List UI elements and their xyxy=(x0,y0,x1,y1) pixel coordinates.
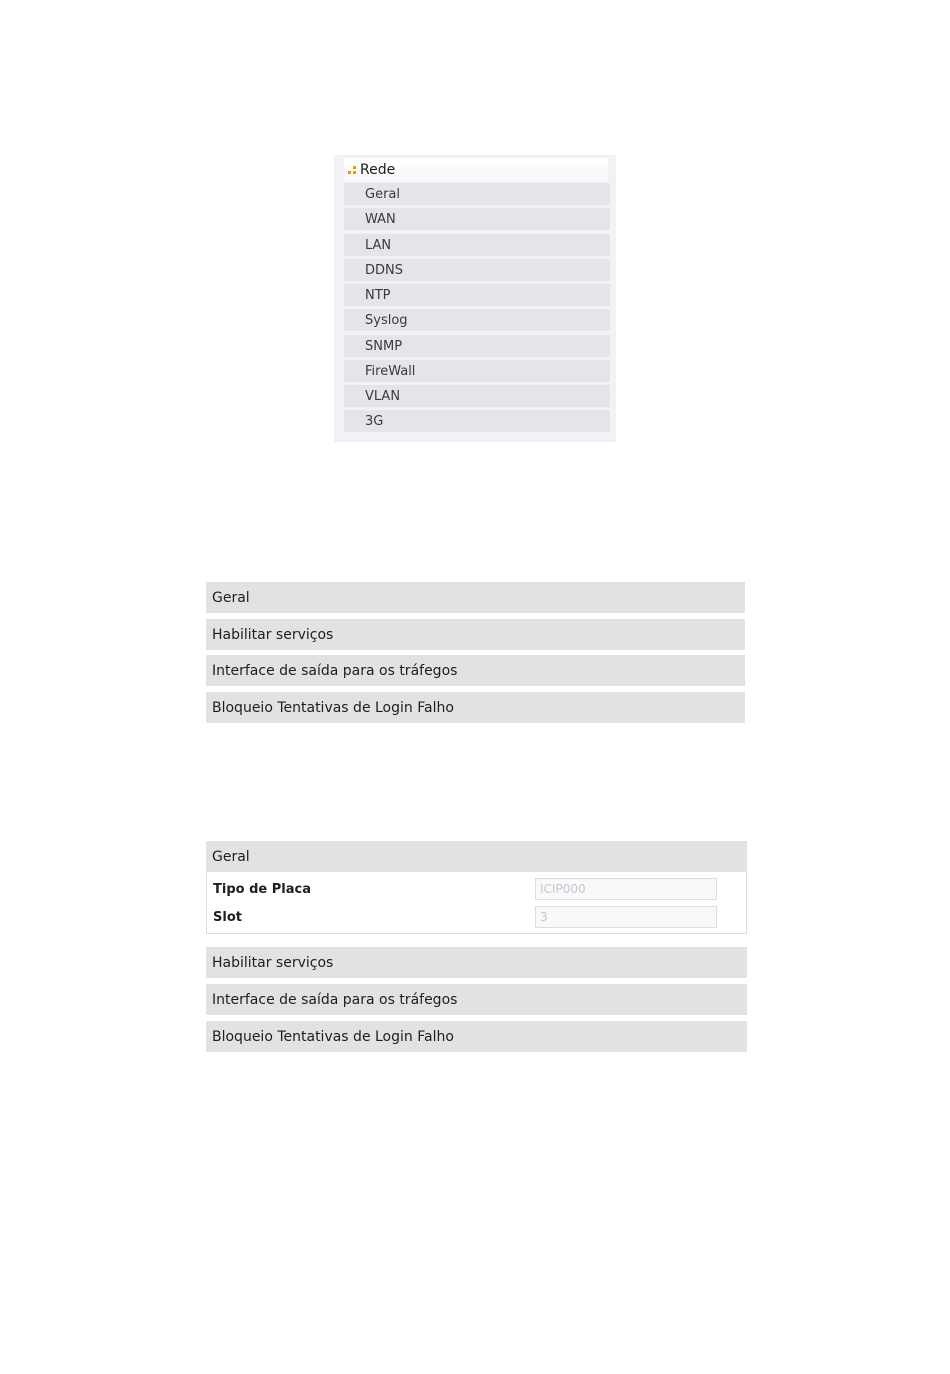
menu-header-rede[interactable] xyxy=(344,158,608,182)
panel-header-interface-saida[interactable]: Interface de saída para os tráfegos xyxy=(206,655,745,686)
menu-item-wan[interactable]: WAN xyxy=(344,208,610,230)
slot-label: Slot xyxy=(213,910,242,925)
panel-header-habilitar-servicos[interactable]: Habilitar serviços xyxy=(206,619,745,650)
tipo-placa-label: Tipo de Placa xyxy=(213,882,311,897)
tipo-placa-field[interactable] xyxy=(535,878,717,900)
menu-item-firewall[interactable]: FireWall xyxy=(344,360,610,382)
menu-item-ntp[interactable]: NTP xyxy=(344,284,610,306)
menu-item-vlan[interactable]: VLAN xyxy=(344,385,610,407)
bullet-dots-icon xyxy=(348,165,358,175)
menu-item-ddns[interactable]: DDNS xyxy=(344,259,610,281)
rede-menu xyxy=(334,155,616,442)
slot-field[interactable] xyxy=(535,906,717,928)
panel-header-habilitar-servicos-2[interactable]: Habilitar serviços xyxy=(206,947,747,978)
menu-item-syslog[interactable]: Syslog xyxy=(344,309,610,331)
panel-header-geral-expanded[interactable]: Geral xyxy=(206,841,747,872)
menu-item-3g[interactable]: 3G xyxy=(344,410,610,432)
panel-header-interface-saida-2[interactable]: Interface de saída para os tráfegos xyxy=(206,984,747,1015)
panel-header-geral[interactable]: Geral xyxy=(206,582,745,613)
menu-title: Rede xyxy=(360,162,396,178)
panel-header-bloqueio-login-2[interactable]: Bloqueio Tentativas de Login Falho xyxy=(206,1021,747,1052)
panel-body-geral xyxy=(206,872,747,934)
menu-item-geral[interactable]: Geral xyxy=(344,183,610,205)
panel-header-bloqueio-login[interactable]: Bloqueio Tentativas de Login Falho xyxy=(206,692,745,723)
menu-item-lan[interactable]: LAN xyxy=(344,234,610,256)
menu-item-snmp[interactable]: SNMP xyxy=(344,335,610,357)
